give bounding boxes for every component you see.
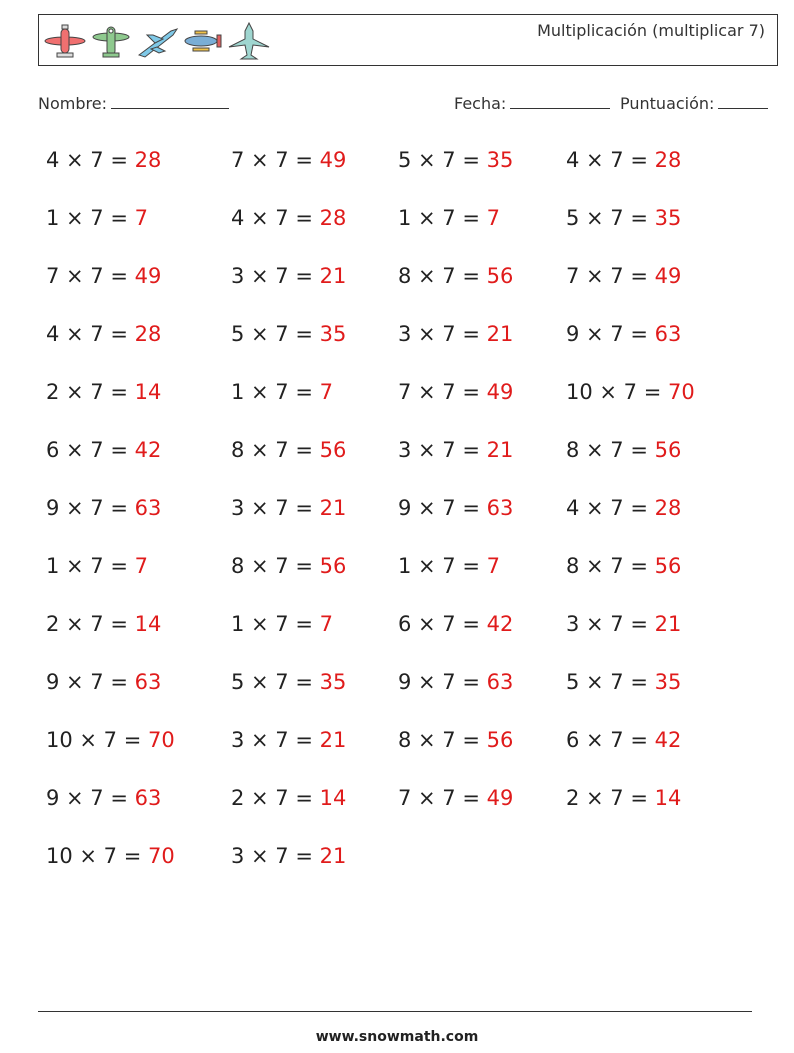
- problem-answer: 70: [147, 728, 175, 752]
- problem-answer: 42: [134, 438, 162, 462]
- problem-question: 2 × 7 =: [231, 786, 320, 810]
- problem-answer: 21: [319, 264, 347, 288]
- problem-question: 7 × 7 =: [398, 786, 487, 810]
- problem-question: 5 × 7 =: [566, 670, 655, 694]
- problem-question: 9 × 7 =: [398, 496, 487, 520]
- problem-question: 4 × 7 =: [231, 206, 320, 230]
- problem-answer: 63: [486, 670, 514, 694]
- problem-question: 1 × 7 =: [46, 554, 135, 578]
- problem-item: [231, 778, 398, 836]
- score-line: [718, 94, 768, 109]
- problem-answer: 14: [319, 786, 347, 810]
- problem-answer: 28: [134, 148, 162, 172]
- problem-item: [566, 372, 736, 430]
- problem-question: 3 × 7 =: [566, 612, 655, 636]
- problem-answer: 56: [319, 554, 347, 578]
- problem-answer: 42: [486, 612, 514, 636]
- problem-question: 2 × 7 =: [46, 380, 135, 404]
- problem-item: [231, 256, 398, 314]
- problem-question: 6 × 7 =: [398, 612, 487, 636]
- problem-answer: 56: [486, 264, 514, 288]
- problem-answer: 56: [654, 438, 682, 462]
- problem-answer: 56: [654, 554, 682, 578]
- score-field: [620, 94, 768, 113]
- problem-answer: 35: [654, 206, 682, 230]
- biplane-icon: [181, 21, 225, 61]
- problem-item: [46, 662, 231, 720]
- problem-item: [566, 604, 736, 662]
- problem-answer: 21: [486, 438, 514, 462]
- green-plane-icon: [89, 21, 133, 61]
- teal-plane-icon: [227, 21, 271, 61]
- problem-question: 10 × 7 =: [46, 728, 148, 752]
- problem-question: 8 × 7 =: [566, 438, 655, 462]
- problem-answer: 49: [654, 264, 682, 288]
- problem-answer: 21: [654, 612, 682, 636]
- problem-question: 8 × 7 =: [231, 554, 320, 578]
- problem-question: 4 × 7 =: [566, 496, 655, 520]
- problem-item: [231, 430, 398, 488]
- problem-answer: 28: [319, 206, 347, 230]
- problem-question: 3 × 7 =: [398, 322, 487, 346]
- plane-icons: [43, 21, 271, 61]
- problem-question: 3 × 7 =: [398, 438, 487, 462]
- problem-question: 5 × 7 =: [231, 322, 320, 346]
- problem-answer: 63: [486, 496, 514, 520]
- problem-item: [566, 488, 736, 546]
- problem-answer: 56: [486, 728, 514, 752]
- problem-answer: 14: [134, 612, 162, 636]
- problem-question: 9 × 7 =: [46, 670, 135, 694]
- name-field: [38, 94, 229, 113]
- problem-question: 5 × 7 =: [566, 206, 655, 230]
- problem-item: [398, 546, 566, 604]
- problem-question: 8 × 7 =: [231, 438, 320, 462]
- problem-question: 5 × 7 =: [231, 670, 320, 694]
- problem-item: [398, 778, 566, 836]
- problem-answer: 49: [134, 264, 162, 288]
- problem-question: 1 × 7 =: [398, 206, 487, 230]
- problem-item: [398, 256, 566, 314]
- problem-item: [46, 778, 231, 836]
- blue-jet-icon: [135, 21, 179, 61]
- problem-answer: 28: [134, 322, 162, 346]
- problem-question: 9 × 7 =: [566, 322, 655, 346]
- red-plane-icon: [43, 21, 87, 61]
- problem-answer: 70: [147, 844, 175, 868]
- problem-answer: 21: [319, 728, 347, 752]
- problem-question: 1 × 7 =: [231, 612, 320, 636]
- problem-question: 9 × 7 =: [46, 786, 135, 810]
- problem-item: [566, 198, 736, 256]
- problem-question: 2 × 7 =: [46, 612, 135, 636]
- problem-item: [46, 372, 231, 430]
- problem-question: 3 × 7 =: [231, 264, 320, 288]
- date-line: [510, 94, 610, 109]
- problem-item: [566, 430, 736, 488]
- problem-item: [398, 720, 566, 778]
- problem-item: [231, 372, 398, 430]
- problem-item: [46, 314, 231, 372]
- problem-item: [46, 836, 231, 894]
- problem-answer: 7: [486, 554, 500, 578]
- problem-answer: 70: [667, 380, 695, 404]
- problem-item: [398, 604, 566, 662]
- problem-answer: 56: [319, 438, 347, 462]
- problem-question: 7 × 7 =: [46, 264, 135, 288]
- problem-item: [231, 140, 398, 198]
- problem-item: [398, 430, 566, 488]
- problem-item: [46, 604, 231, 662]
- problem-item: [46, 546, 231, 604]
- problem-answer: 35: [319, 670, 347, 694]
- problem-question: 1 × 7 =: [398, 554, 487, 578]
- problem-item: [566, 314, 736, 372]
- problem-item: [398, 372, 566, 430]
- empty-cell: [398, 836, 566, 894]
- problem-answer: 14: [134, 380, 162, 404]
- problem-item: [231, 488, 398, 546]
- problem-answer: 21: [319, 496, 347, 520]
- problem-grid: [46, 140, 736, 894]
- problem-answer: 7: [319, 380, 333, 404]
- date-label: Fecha:: [454, 94, 507, 113]
- problem-question: 7 × 7 =: [566, 264, 655, 288]
- problem-question: 3 × 7 =: [231, 728, 320, 752]
- problem-item: [46, 488, 231, 546]
- problem-item: [398, 140, 566, 198]
- problem-question: 8 × 7 =: [566, 554, 655, 578]
- problem-question: 8 × 7 =: [398, 728, 487, 752]
- problem-item: [46, 720, 231, 778]
- problem-answer: 63: [134, 786, 162, 810]
- problem-question: 2 × 7 =: [566, 786, 655, 810]
- problem-item: [398, 662, 566, 720]
- problem-question: 9 × 7 =: [46, 496, 135, 520]
- problem-item: [46, 430, 231, 488]
- problem-answer: 7: [486, 206, 500, 230]
- problem-question: 3 × 7 =: [231, 496, 320, 520]
- problem-answer: 7: [319, 612, 333, 636]
- worksheet-header: [38, 14, 778, 66]
- problem-item: [566, 662, 736, 720]
- problem-item: [566, 140, 736, 198]
- problem-answer: 7: [134, 206, 148, 230]
- problem-item: [46, 256, 231, 314]
- problem-question: 4 × 7 =: [566, 148, 655, 172]
- problem-answer: 35: [319, 322, 347, 346]
- problem-answer: 14: [654, 786, 682, 810]
- problem-item: [566, 546, 736, 604]
- name-line: [111, 94, 229, 109]
- problem-item: [46, 198, 231, 256]
- problem-answer: 21: [486, 322, 514, 346]
- problem-item: [231, 198, 398, 256]
- problem-item: [231, 314, 398, 372]
- problem-item: [231, 546, 398, 604]
- problem-question: 10 × 7 =: [46, 844, 148, 868]
- problem-item: [231, 662, 398, 720]
- problem-item: [398, 488, 566, 546]
- problem-question: 5 × 7 =: [398, 148, 487, 172]
- problem-item: [566, 778, 736, 836]
- problem-answer: 49: [486, 380, 514, 404]
- problem-question: 6 × 7 =: [566, 728, 655, 752]
- problem-item: [46, 140, 231, 198]
- problem-item: [231, 836, 398, 894]
- problem-question: 7 × 7 =: [398, 380, 487, 404]
- footer-url: www.snowmath.com: [315, 1029, 479, 1045]
- problem-answer: 35: [654, 670, 682, 694]
- problem-answer: 42: [654, 728, 682, 752]
- problem-item: [231, 720, 398, 778]
- name-label: Nombre:: [38, 94, 107, 113]
- problem-item: [398, 314, 566, 372]
- problem-answer: 35: [486, 148, 514, 172]
- worksheet-title: Multiplicación (multiplicar 7): [537, 21, 765, 40]
- problem-answer: 21: [319, 844, 347, 868]
- problem-question: 6 × 7 =: [46, 438, 135, 462]
- problem-answer: 28: [654, 148, 682, 172]
- footer-divider: [38, 1011, 752, 1012]
- score-label: Puntuación:: [620, 94, 715, 113]
- problem-answer: 7: [134, 554, 148, 578]
- problem-question: 4 × 7 =: [46, 148, 135, 172]
- problem-answer: 49: [319, 148, 347, 172]
- problem-answer: 63: [654, 322, 682, 346]
- problem-question: 7 × 7 =: [231, 148, 320, 172]
- problem-item: [566, 256, 736, 314]
- problem-item: [231, 604, 398, 662]
- problem-answer: 63: [134, 670, 162, 694]
- problem-question: 1 × 7 =: [46, 206, 135, 230]
- problem-item: [398, 198, 566, 256]
- problem-answer: 63: [134, 496, 162, 520]
- problem-question: 4 × 7 =: [46, 322, 135, 346]
- problem-question: 3 × 7 =: [231, 844, 320, 868]
- problem-question: 8 × 7 =: [398, 264, 487, 288]
- problem-item: [566, 720, 736, 778]
- date-field: [454, 94, 610, 113]
- problem-question: 10 × 7 =: [566, 380, 668, 404]
- problem-answer: 49: [486, 786, 514, 810]
- problem-question: 1 × 7 =: [231, 380, 320, 404]
- problem-answer: 28: [654, 496, 682, 520]
- empty-cell: [566, 836, 736, 894]
- problem-question: 9 × 7 =: [398, 670, 487, 694]
